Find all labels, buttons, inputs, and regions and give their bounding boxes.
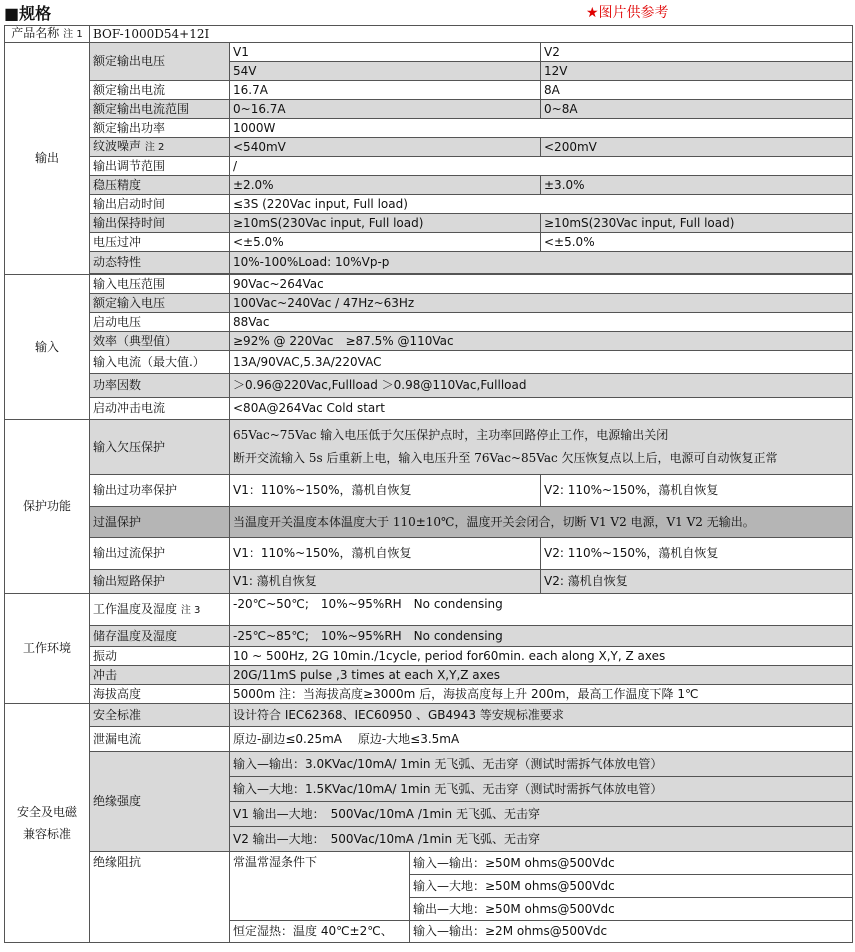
row-holdup (5, 214, 853, 233)
label-regulation: 稳压精度 (90, 176, 230, 195)
label-startup: 输出启动时间 (90, 195, 230, 214)
spec-title: ■规格 (4, 4, 52, 23)
row-inrush (5, 398, 853, 420)
row-scp (5, 570, 853, 594)
v2-current-range: 0~8A (541, 100, 853, 119)
row-hipot-1 (5, 752, 853, 777)
leakage-value: 原边-副边≤0.25mA 原边-大地≤3.5mA (230, 727, 853, 752)
row-efficiency (5, 332, 853, 351)
v2-current: 8A (541, 81, 853, 100)
row-vibration (5, 647, 853, 666)
row-regulation (5, 176, 853, 195)
label-rated-output-current: 额定输出电流 (90, 81, 230, 100)
row-ocp (5, 538, 853, 570)
label-start-voltage: 启动电压 (90, 313, 230, 332)
insul-line-1: 输入—输出：≥50M ohms@500Vdc (410, 852, 853, 875)
label-output-power: 额定输出功率 (90, 119, 230, 138)
row-output-power (5, 119, 853, 138)
hipot-line-2: 输入—大地：1.5KVac/10mA/ 1min 无飞弧、无击穿（测试时需拆气体放电管） (230, 777, 853, 802)
v1-holdup: ≥10mS(230Vac input, Full load) (230, 214, 541, 233)
section-safety-line-2: 兼容标准 (22, 827, 71, 841)
label-ripple: 纹波噪声 (93, 139, 142, 153)
input-current-value: 13A/90VAC,5.3A/220VAC (230, 351, 853, 374)
label-uvp: 输入欠压保护 (90, 420, 230, 475)
label-vibration: 振动 (90, 647, 230, 666)
row-store-temp (5, 626, 853, 647)
v1-ocp: V1：110%~150%，蕩机自恢复 (230, 538, 541, 570)
uvp-line-2: 断开交流输入 5s 后重新上电，输入电压升至 76Vac~85Vac 欠压恢复点以上后，电源可自动恢复正常 (233, 451, 778, 465)
otp-value: 当温度开关温度本体温度大于 110±10℃，温度开关会闭合，切断 V1 V2 电源，V1 V2 无输出。 (230, 507, 853, 538)
label-ripple-cell (90, 138, 230, 157)
hipot-line-3: V1 输出—大地： 500Vac/10mA /1min 无飞弧、无击穿 (230, 802, 853, 827)
v2-ocp: V2: 110%~150%，蕩机自恢复 (541, 538, 853, 570)
label-holdup: 输出保持时间 (90, 214, 230, 233)
work-temp-value: -20℃~50℃; 10%~95%RH No condensing (230, 594, 853, 626)
adjust-value: / (230, 157, 853, 176)
insul-line-3: 输出—大地：≥50M ohms@500Vdc (410, 898, 853, 921)
label-shock: 冲击 (90, 666, 230, 685)
insul-line-2: 输入—大地：≥50M ohms@500Vdc (410, 875, 853, 898)
row-leakage (5, 727, 853, 752)
row-input-range (5, 275, 853, 294)
label-insulation: 绝缘阻抗 (90, 852, 230, 943)
v2-scp: V2: 蕩机自恢复 (541, 570, 853, 594)
shock-value: 20G/11mS pulse ,3 times at each X,Y,Z axes (230, 666, 853, 685)
v1-header: V1 (230, 43, 541, 62)
row-output-voltage-head (5, 43, 853, 62)
power-factor-value: ＞0.96@220Vac,Fullload ＞0.98@110Vac,Fullload (230, 374, 853, 398)
row-ripple (5, 138, 853, 157)
v1-voltage: 54V (230, 62, 541, 81)
section-env: 工作环境 (5, 594, 90, 704)
row-adjust (5, 157, 853, 176)
v2-overshoot: <±5.0% (541, 233, 853, 252)
label-hipot: 绝缘强度 (90, 752, 230, 852)
label-adjust: 输出调节范围 (90, 157, 230, 176)
row-product (5, 26, 853, 43)
row-overshoot (5, 233, 853, 252)
input-range-value: 90Vac~264Vac (230, 275, 853, 294)
start-voltage-value: 88Vac (230, 313, 853, 332)
row-startup (5, 195, 853, 214)
label-store-temp: 储存温度及湿度 (90, 626, 230, 647)
work-temp-footnote: 注 3 (180, 604, 201, 616)
product-footnote: 注 1 (63, 29, 83, 40)
section-safety (5, 704, 90, 943)
label-dynamic: 动态特性 (90, 252, 230, 274)
label-current-range: 额定输出电流范围 (90, 100, 230, 119)
altitude-value: 5000m 注：当海拔高度≥3000m 后，海拔高度每上升 200m，最高工作温度下降 1℃ (230, 685, 853, 704)
uvp-value-cell (230, 420, 853, 475)
v2-holdup: ≥10mS(230Vac input, Full load) (541, 214, 853, 233)
row-input-rated (5, 294, 853, 313)
spec-table (4, 25, 853, 943)
inrush-value: <80A@264Vac Cold start (230, 398, 853, 420)
row-output-current (5, 81, 853, 100)
label-input-rated: 额定输入电压 (90, 294, 230, 313)
label-otp: 过温保护 (90, 507, 230, 538)
v2-opp: V2: 110%~150%，蕩机自恢复 (541, 475, 853, 507)
store-temp-value: -25℃~85℃; 10%~95%RH No condensing (230, 626, 853, 647)
label-inrush: 启动冲击电流 (90, 398, 230, 420)
insul-condition-2: 恒定湿热：温度 40℃±2℃、 (230, 921, 410, 943)
v2-ripple: <200mV (541, 138, 853, 157)
spec-header (0, 0, 855, 24)
label-safety-std: 安全标准 (90, 704, 230, 727)
dynamic-value: 10%-100%Load: 10%Vp-p (230, 252, 853, 274)
label-rated-output-voltage: 额定输出电压 (90, 43, 230, 81)
uvp-line-1: 65Vac~75Vac 输入电压低于欠压保护点时，主功率回路停止工作，电源输出关闭 (233, 428, 669, 442)
safety-std-value: 设计符合 IEC62368、IEC60950 、GB4943 等安规标准要求 (230, 704, 853, 727)
vibration-value: 10 ~ 500Hz, 2G 10min./1cycle, period for60min. each along X,Y, Z axes (230, 647, 853, 666)
v1-opp: V1：110%~150%，蕩机自恢复 (230, 475, 541, 507)
row-dynamic (5, 252, 853, 274)
row-altitude (5, 685, 853, 704)
image-reference-note: ★图片供参考 (586, 5, 669, 21)
row-opp (5, 475, 853, 507)
hipot-line-4: V2 输出—大地： 500Vac/10mA /1min 无飞弧、无击穿 (230, 827, 853, 852)
product-value: BOF-1000D54+12I (90, 26, 853, 43)
row-otp (5, 507, 853, 538)
row-uvp (5, 420, 853, 475)
section-safety-line-1: 安全及电磁 (16, 805, 77, 819)
input-rated-value: 100Vac~240Vac / 47Hz~63Hz (230, 294, 853, 313)
label-work-temp: 工作温度及湿度 (93, 601, 178, 616)
v1-ripple: <540mV (230, 138, 541, 157)
section-output: 输出 (5, 43, 90, 275)
section-protect: 保护功能 (5, 420, 90, 594)
label-input-range: 输入电压范围 (90, 275, 230, 294)
label-power-factor: 功率因数 (90, 374, 230, 398)
label-altitude: 海拔高度 (90, 685, 230, 704)
label-input-current: 输入电流（最大值.） (90, 351, 230, 374)
v1-regulation: ±2.0% (230, 176, 541, 195)
insul-condition-1: 常温常湿条件下 (230, 852, 410, 921)
output-power-value: 1000W (230, 119, 853, 138)
row-shock (5, 666, 853, 685)
label-ocp: 输出过流保护 (90, 538, 230, 570)
hipot-line-1: 输入—输出：3.0KVac/10mA/ 1min 无飞弧、无击穿（测试时需拆气体放电管） (230, 752, 853, 777)
insul-line-4: 输入—输出：≥2M ohms@500Vdc (410, 921, 853, 943)
v1-overshoot: <±5.0% (230, 233, 541, 252)
v1-scp: V1: 蕩机自恢复 (230, 570, 541, 594)
label-work-temp-cell (90, 594, 230, 626)
row-input-current (5, 351, 853, 374)
row-work-temp (5, 594, 853, 626)
v2-voltage: 12V (541, 62, 853, 81)
v2-regulation: ±3.0% (541, 176, 853, 195)
efficiency-value: ≥92% @ 220Vac ≥87.5% @110Vac (230, 332, 853, 351)
row-start-voltage (5, 313, 853, 332)
label-scp: 输出短路保护 (90, 570, 230, 594)
label-leakage: 泄漏电流 (90, 727, 230, 752)
ripple-footnote: 注 2 (144, 142, 165, 153)
label-opp: 输出过功率保护 (90, 475, 230, 507)
product-label: 产品名称 (11, 26, 60, 40)
product-label-cell (5, 26, 90, 43)
row-output-current-range (5, 100, 853, 119)
startup-value: ≤3S (220Vac input, Full load) (230, 195, 853, 214)
label-efficiency: 效率（典型值） (90, 332, 230, 351)
v2-header: V2 (541, 43, 853, 62)
row-power-factor (5, 374, 853, 398)
row-insul-1 (5, 852, 853, 875)
v1-current-range: 0~16.7A (230, 100, 541, 119)
row-safety-std (5, 704, 853, 727)
v1-current: 16.7A (230, 81, 541, 100)
label-overshoot: 电压过冲 (90, 233, 230, 252)
section-input: 输入 (5, 275, 90, 420)
